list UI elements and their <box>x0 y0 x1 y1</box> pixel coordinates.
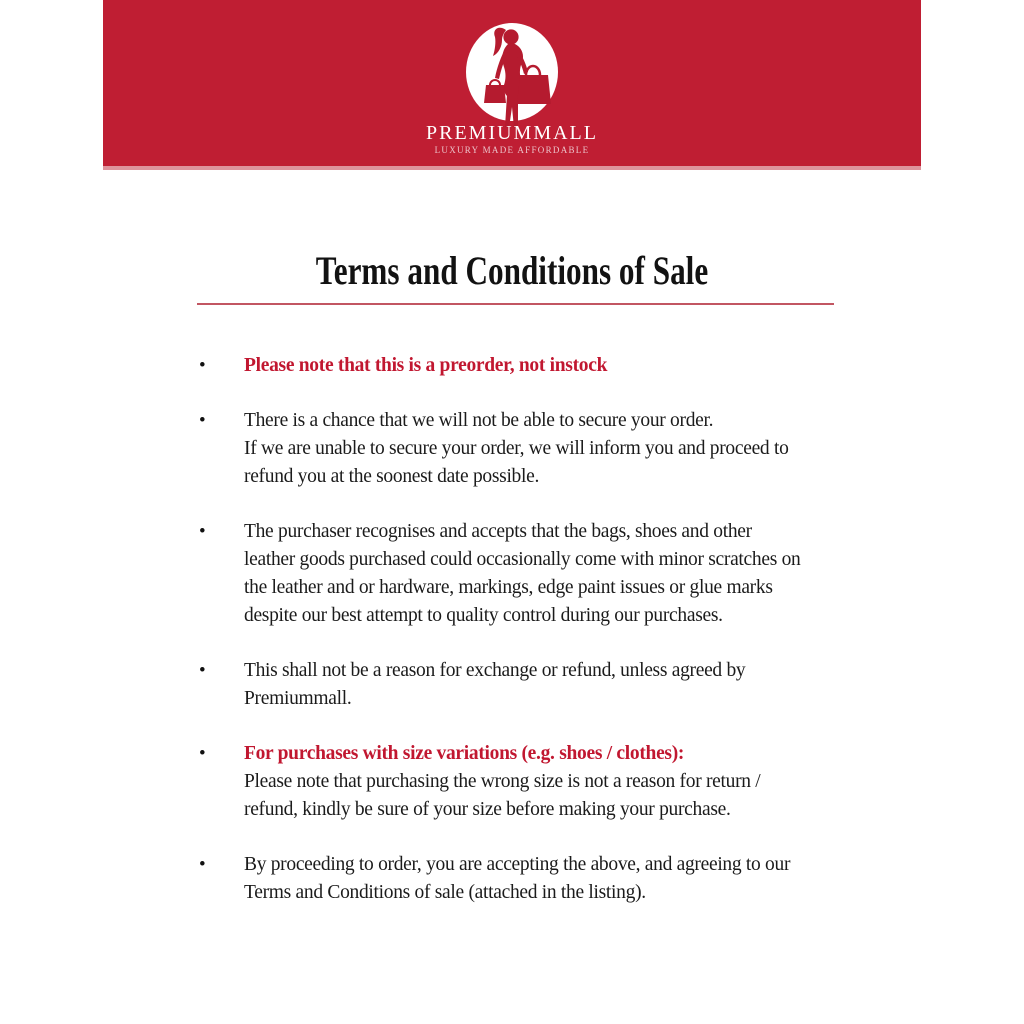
term-line: refund you at the soonest date possible. <box>244 466 540 487</box>
term-emphasis-line: Please note that this is a preorder, not instock <box>244 355 608 376</box>
term-text <box>244 518 856 630</box>
term-line: leather goods purchased could occasionally come with minor scratches on <box>244 549 801 570</box>
term-item <box>196 518 856 630</box>
term-line: This shall not be a reason for exchange or refund, unless agreed by <box>244 660 746 681</box>
term-line: Please note that purchasing the wrong size is not a reason for return / <box>244 771 761 792</box>
term-item <box>196 851 856 907</box>
title-divider-rule <box>197 303 834 305</box>
term-emphasis-line: For purchases with size variations (e.g. shoes / clothes): <box>244 743 685 764</box>
term-item <box>196 352 856 380</box>
bullet-icon: • <box>199 743 206 764</box>
woman-shopper-icon <box>466 23 558 135</box>
term-line: Terms and Conditions of sale (attached in the listing). <box>244 882 646 903</box>
term-line: refund, kindly be sure of your size before making your purchase. <box>244 799 731 820</box>
term-text <box>244 352 856 380</box>
bullet-icon: • <box>199 521 206 542</box>
term-item <box>196 740 856 824</box>
brand-name: PREMIUMMALL <box>425 122 598 144</box>
bullet-icon: • <box>199 854 206 875</box>
term-text <box>244 851 856 907</box>
brand-tagline: LUXURY MADE AFFORDABLE <box>434 145 590 155</box>
term-line: If we are unable to secure your order, we will inform you and proceed to <box>244 438 789 459</box>
term-item <box>196 407 856 491</box>
page-title: Terms and Conditions of Sale <box>315 248 709 293</box>
bullet-icon: • <box>199 660 206 681</box>
term-line: despite our best attempt to quality control during our purchases. <box>244 605 723 626</box>
term-line: The purchaser recognises and accepts that the bags, shoes and other <box>244 521 752 542</box>
term-line: By proceeding to order, you are accepting the above, and agreeing to our <box>244 854 791 875</box>
bullet-icon: • <box>199 410 206 431</box>
term-line: There is a chance that we will not be able to secure your order. <box>244 410 714 431</box>
brand-header-banner <box>103 0 921 170</box>
term-text <box>244 407 856 491</box>
term-text <box>244 740 856 824</box>
term-line: Premiummall. <box>244 688 352 709</box>
term-item <box>196 657 856 713</box>
brand-logo <box>466 23 558 121</box>
term-line: the leather and or hardware, markings, edge paint issues or glue marks <box>244 577 773 598</box>
bullet-icon: • <box>199 355 206 376</box>
terms-list <box>196 352 856 934</box>
term-text <box>244 657 856 713</box>
